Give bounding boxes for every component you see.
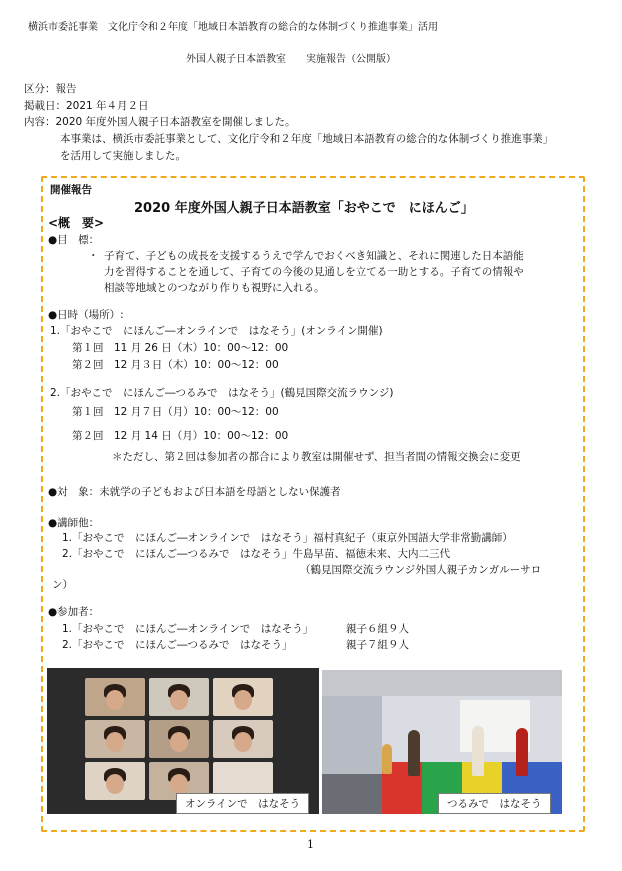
instructor-1: 1.「おやこで にほんご―オンラインで はなそう」福村真紀子（東京外国語大学非常勤講師） (62, 532, 513, 544)
participants-2-course: 2.「おやこで にほんご―つるみで はなそう」 (62, 639, 293, 651)
category: 区分：報告 (24, 83, 77, 95)
participants-1-count: 親子６組９人 (346, 623, 409, 635)
tsurumi-photo-caption: つるみで はなそう (438, 793, 551, 814)
goal-label: ●目 標： (48, 234, 100, 246)
content-summary: 内容：2020 年度外国人親子日本語教室を開催しました。 (24, 116, 296, 128)
publish-date: 掲載日：2021 年４月２日 (24, 100, 149, 112)
instructor-label: ●講師他： (48, 517, 100, 529)
course-1-session-1: 第１回 11 月 26 日（木）10：00～12：00 (72, 342, 289, 354)
participants-2-count: 親子７組９人 (346, 639, 409, 651)
body-text-2: を活用して実施しました。 (60, 150, 186, 162)
goal-text-1: 子育て、子どもの成長を支援するうえで学んでおくべき知識と、それに関連した日本語能 (104, 250, 524, 262)
participants-1-course: 1.「おやこで にほんご―オンラインで はなそう」 (62, 623, 314, 635)
header-line-1: 横浜市委託事業 文化庁令和２年度「地域日本語教育の総合的な体制づくり推進事業」活用 (28, 22, 438, 33)
overview-heading: <概 要> (48, 216, 105, 230)
instructor-4: ン） (52, 579, 73, 591)
goal-text-2: 力を習得することを通して、子育ての今後の見通しを立てる一助とする。子育ての情報や (104, 266, 524, 278)
body-text-1: 本事業は、横浜市委託事業として、文化庁令和２年度「地域日本語教育の総合的な体制づくり推進事業」 (60, 133, 554, 145)
instructor-2: 2.「おやこで にほんご―つるみで はなそう」牛島早苗、福徳未来、大内二三代 (62, 548, 451, 560)
goal-bullet: ・ (88, 250, 99, 262)
course-2-session-1: 第１回 12 月７日（月）10：00～12：00 (72, 406, 279, 418)
datetime-label: ●日時（場所）: (48, 309, 124, 321)
course-1-title: 1.「おやこで にほんご―オンラインで はなそう」(オンライン開催) (50, 325, 383, 337)
target-audience: ●対 象：未就学の子どもおよび日本語を母語としない保護者 (48, 486, 341, 498)
page-number: 1 (307, 838, 314, 851)
course-1-session-2: 第２回 12 月３日（木）10：00～12：00 (72, 359, 279, 371)
report-heading: 開催報告 (50, 184, 92, 196)
document-title: 外国人親子日本語教室 実施報告（公開版） (186, 54, 396, 65)
report-title: 2020 年度外国人親子日本語教室「おやこで にほんご」 (134, 201, 474, 216)
course-2-note: ＊ただし、第２回は参加者の都合により教室は開催せず、担当者間の情報交換会に変更 (112, 451, 521, 463)
instructor-3: （鶴見国際交流ラウンジ外国人親子カンガルーサロ (300, 564, 542, 576)
online-photo-caption: オンラインで はなそう (176, 793, 309, 814)
course-2-session-2: 第２回 12 月 14 日（月）10：00～12：00 (72, 430, 289, 442)
goal-text-3: 相談等地域とのつながり作りも視野に入れる。 (104, 282, 325, 294)
course-2-title: 2.「おやこで にほんご―つるみで はなそう」(鶴見国際交流ラウンジ) (50, 387, 394, 399)
participants-label: ●参加者： (48, 606, 100, 618)
